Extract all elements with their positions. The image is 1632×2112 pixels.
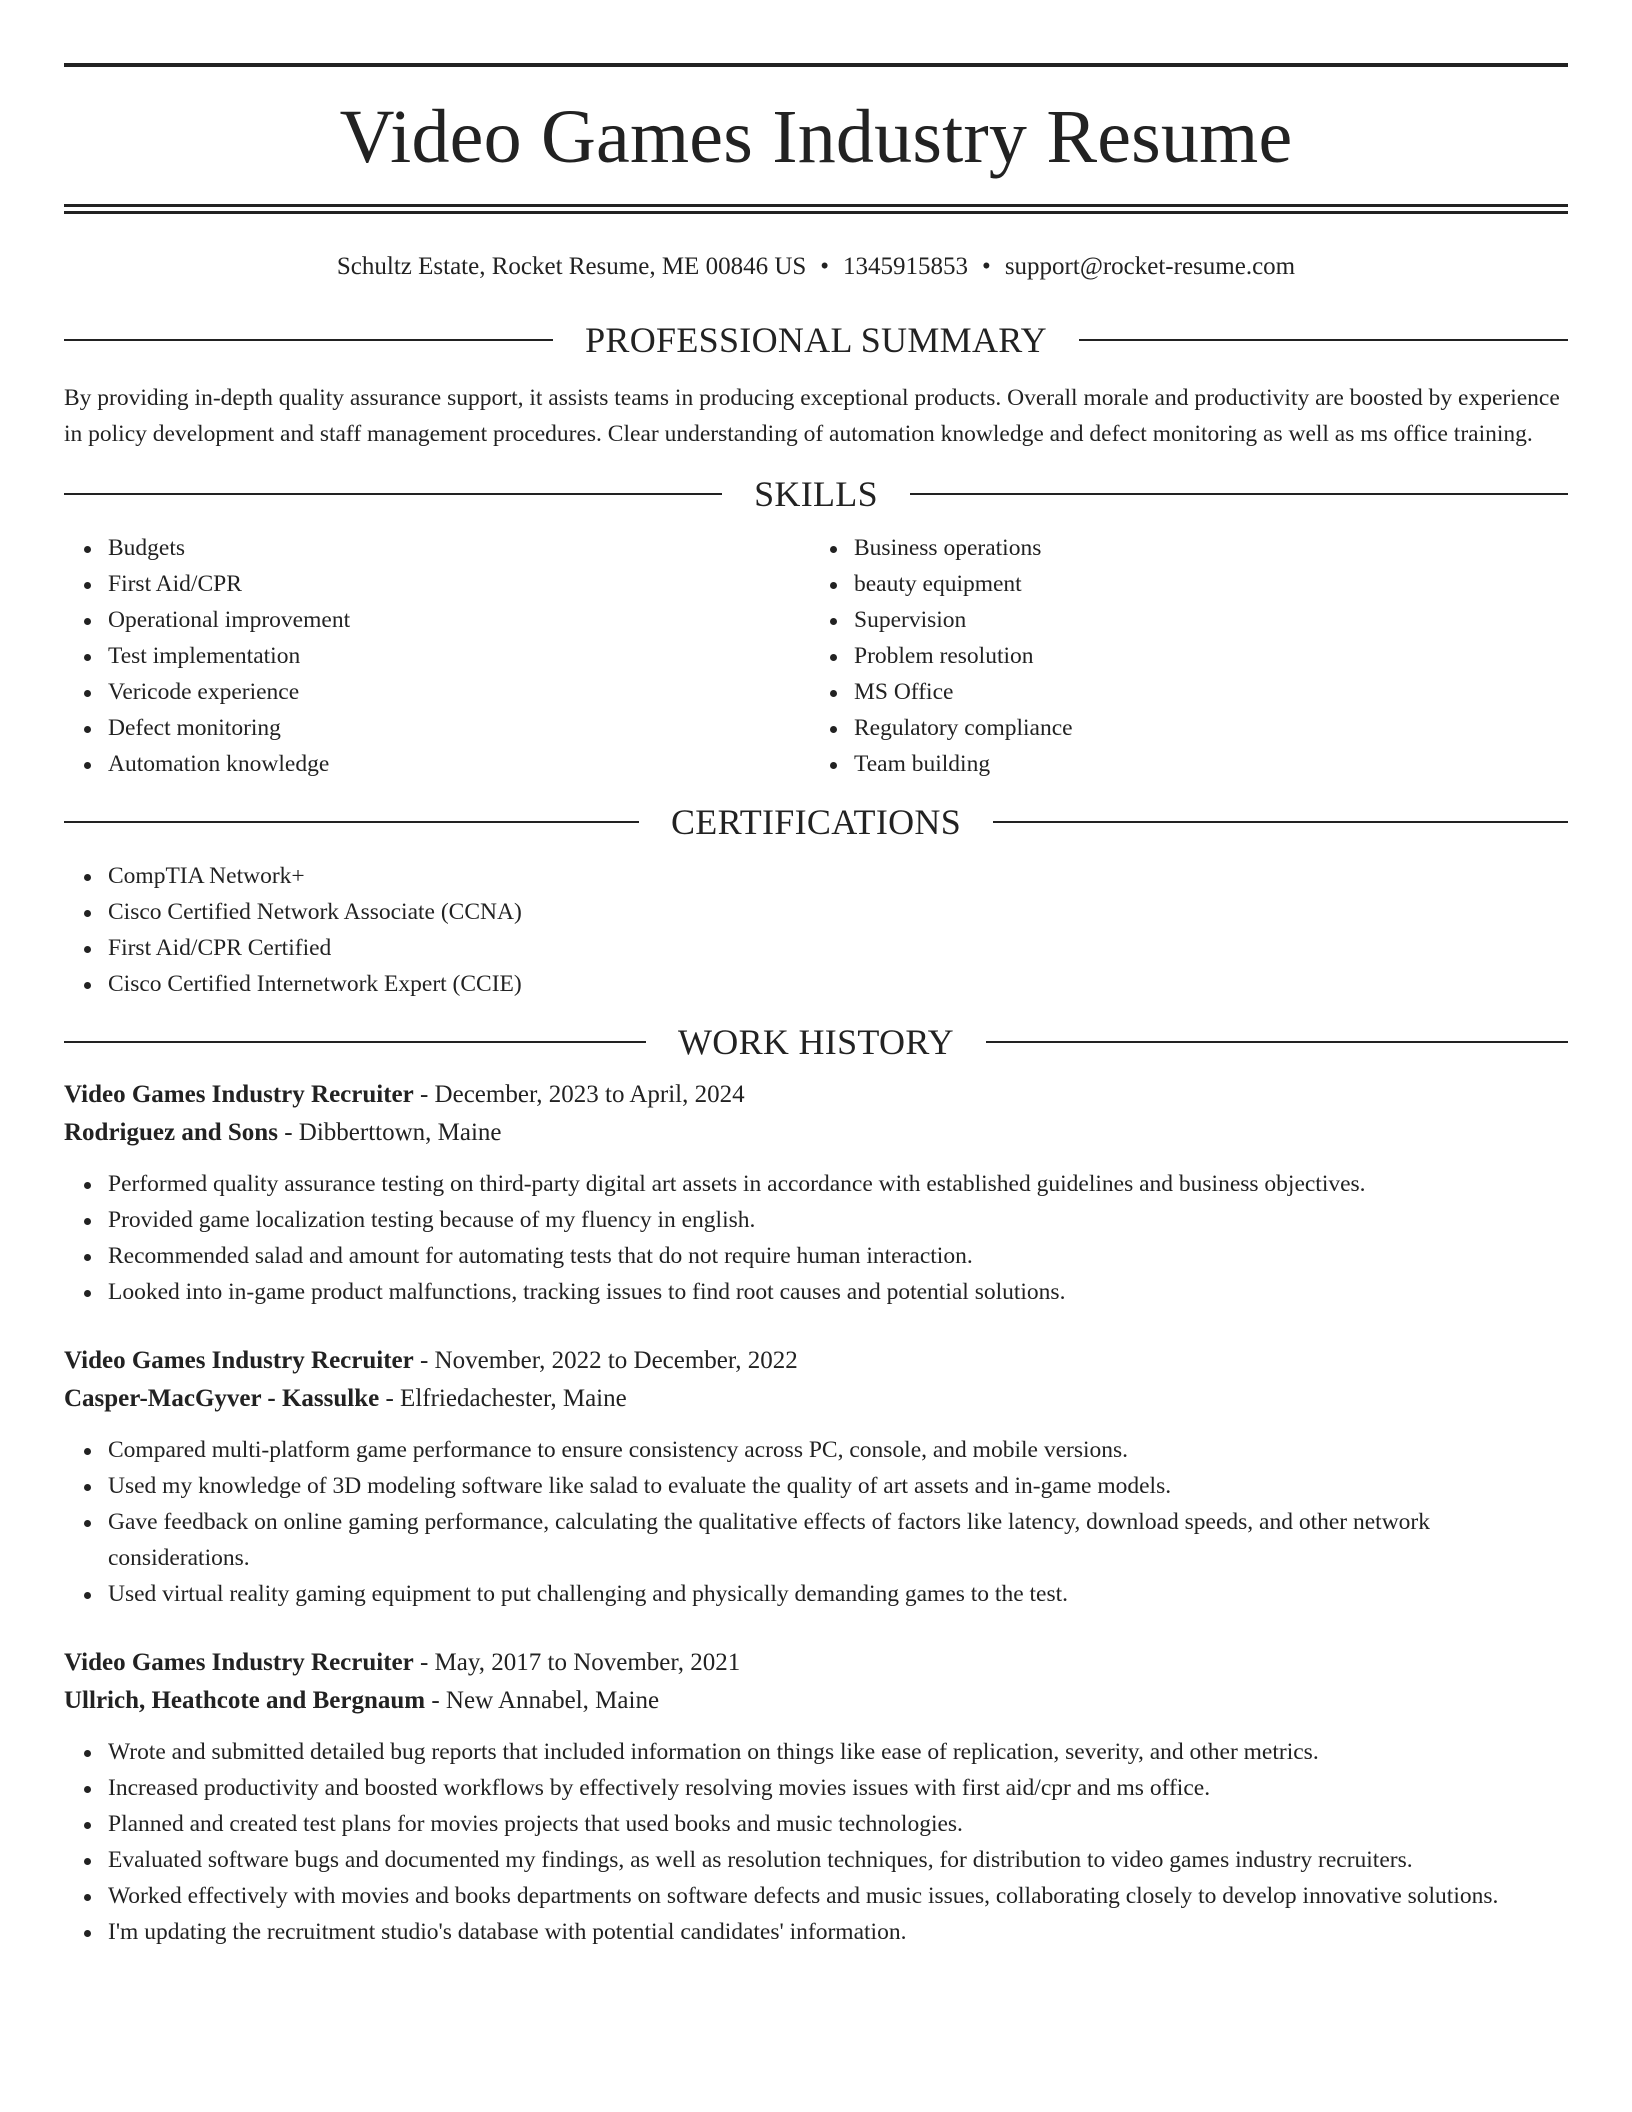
- job-dates: - November, 2022 to December, 2022: [413, 1347, 798, 1374]
- job-title: Video Games Industry Recruiter: [64, 1347, 414, 1374]
- job-entry: [64, 1644, 1568, 1950]
- summary-heading: [64, 320, 1568, 360]
- contact-line: [64, 252, 1568, 282]
- contact-separator: •: [982, 253, 991, 280]
- job-bullet: Provided game localization testing because of my fluency in english.: [108, 1202, 1568, 1238]
- certification-item: First Aid/CPR Certified: [108, 930, 1568, 966]
- contact-address: Schultz Estate, Rocket Resume, ME 00846 US: [336, 253, 807, 280]
- skills-heading: [64, 474, 1568, 514]
- job-title: Video Games Industry Recruiter: [64, 1081, 414, 1108]
- skill-item: Regulatory compliance: [854, 710, 1568, 746]
- heading-rule-right: [993, 821, 1568, 823]
- skill-item: First Aid/CPR: [108, 566, 816, 602]
- certifications-list: [64, 858, 1568, 1002]
- summary-heading-label: PROFESSIONAL SUMMARY: [585, 320, 1047, 360]
- skills-column-1: [64, 530, 816, 782]
- job-bullet: Evaluated software bugs and documented my findings, as well as resolution techniques, for distribution to video games industry recruiters.: [108, 1842, 1568, 1878]
- job-location: - New Annabel, Maine: [425, 1687, 660, 1714]
- work-history-heading: [64, 1022, 1568, 1062]
- skill-item: Business operations: [854, 530, 1568, 566]
- contact-email[interactable]: support@rocket-resume.com: [1004, 253, 1296, 280]
- heading-rule-left: [64, 339, 553, 341]
- skill-item: Supervision: [854, 602, 1568, 638]
- job-location: - Elfriedachester, Maine: [379, 1385, 627, 1412]
- skill-item: Operational improvement: [108, 602, 816, 638]
- skills-heading-label: SKILLS: [754, 474, 878, 514]
- contact-separator: •: [820, 253, 830, 280]
- job-company: Rodriguez and Sons: [64, 1119, 278, 1146]
- certifications-heading-label: CERTIFICATIONS: [670, 802, 962, 842]
- job-bullets: [64, 1166, 1568, 1310]
- job-dates: - December, 2023 to April, 2024: [413, 1081, 745, 1108]
- job-entry: [64, 1076, 1568, 1310]
- job-bullet: Compared multi-platform game performance to ensure consistency across PC, console, and mobile versions.: [108, 1432, 1568, 1468]
- job-entry: [64, 1342, 1568, 1612]
- summary-text: By providing in-depth quality assurance support, it assists teams in producing exceptional products. Overall morale and productivity are boosted by experience in policy development and staff management procedures. Clear understanding of automation knowledge and defect monitoring as well as ms office training.: [64, 385, 1560, 447]
- job-company: Casper-MacGyver - Kassulke: [64, 1385, 380, 1412]
- heading-rule-right: [1079, 339, 1568, 341]
- contact-phone: 1345915853: [843, 253, 969, 280]
- job-location: - Dibberttown, Maine: [277, 1119, 502, 1146]
- job-bullet: Gave feedback on online gaming performance, calculating the qualitative effects of factors like latency, download speeds, and other network considerations.: [108, 1504, 1568, 1576]
- skill-item: Problem resolution: [854, 638, 1568, 674]
- job-company-line: [64, 1380, 1568, 1418]
- skills-list: [64, 530, 1568, 782]
- job-bullet: Performed quality assurance testing on third-party digital art assets in accordance with established guidelines and business objectives.: [108, 1166, 1568, 1202]
- job-bullets: [64, 1734, 1568, 1950]
- heading-rule-right: [986, 1041, 1568, 1043]
- skill-item: Automation knowledge: [108, 746, 816, 782]
- certification-item: Cisco Certified Internetwork Expert (CCIE): [108, 966, 1568, 1002]
- heading-rule-left: [64, 1041, 646, 1043]
- skill-item: Budgets: [108, 530, 816, 566]
- job-bullet: Looked into in-game product malfunctions, tracking issues to find root causes and potential solutions.: [108, 1274, 1568, 1310]
- skills-column-2: [816, 530, 1568, 782]
- certification-item: CompTIA Network+: [108, 858, 1568, 894]
- heading-rule-right: [910, 493, 1568, 495]
- job-title-line: [64, 1342, 1568, 1380]
- job-bullet: I'm updating the recruitment studio's database with potential candidates' information.: [108, 1914, 1568, 1950]
- job-bullet: Wrote and submitted detailed bug reports that included information on things like ease of replication, severity, and other metrics.: [108, 1734, 1568, 1770]
- title-double-rule: [64, 204, 1568, 214]
- certification-item: Cisco Certified Network Associate (CCNA): [108, 894, 1568, 930]
- job-title: Video Games Industry Recruiter: [64, 1649, 414, 1676]
- skill-item: Vericode experience: [108, 674, 816, 710]
- skill-item: Team building: [854, 746, 1568, 782]
- job-title-line: [64, 1076, 1568, 1114]
- job-title-line: [64, 1644, 1568, 1682]
- job-bullet: Increased productivity and boosted workflows by effectively resolving movies issues with first aid/cpr and ms office.: [108, 1770, 1568, 1806]
- job-bullet: Recommended salad and amount for automating tests that do not require human interaction.: [108, 1238, 1568, 1274]
- work-history-heading-label: WORK HISTORY: [678, 1022, 954, 1062]
- heading-rule-left: [64, 821, 639, 823]
- skill-item: Defect monitoring: [108, 710, 816, 746]
- skill-item: beauty equipment: [854, 566, 1568, 602]
- skill-item: MS Office: [854, 674, 1568, 710]
- job-bullet: Used virtual reality gaming equipment to put challenging and physically demanding games to the test.: [108, 1576, 1568, 1612]
- job-bullet: Planned and created test plans for movies projects that used books and music technologies.: [108, 1806, 1568, 1842]
- heading-rule-left: [64, 493, 722, 495]
- job-company: Ullrich, Heathcote and Bergnaum: [64, 1687, 426, 1714]
- job-dates: - May, 2017 to November, 2021: [413, 1649, 741, 1676]
- job-company-line: [64, 1682, 1568, 1720]
- job-company-line: [64, 1114, 1568, 1152]
- certifications-heading: [64, 802, 1568, 842]
- job-bullet: Worked effectively with movies and books departments on software defects and music issues, collaborating closely to develop innovative solutions.: [108, 1878, 1568, 1914]
- resume-title: Video Games Industry Resume: [339, 95, 1293, 179]
- job-bullets: [64, 1432, 1568, 1612]
- skill-item: Test implementation: [108, 638, 816, 674]
- job-bullet: Used my knowledge of 3D modeling software like salad to evaluate the quality of art assets and in-game models.: [108, 1468, 1568, 1504]
